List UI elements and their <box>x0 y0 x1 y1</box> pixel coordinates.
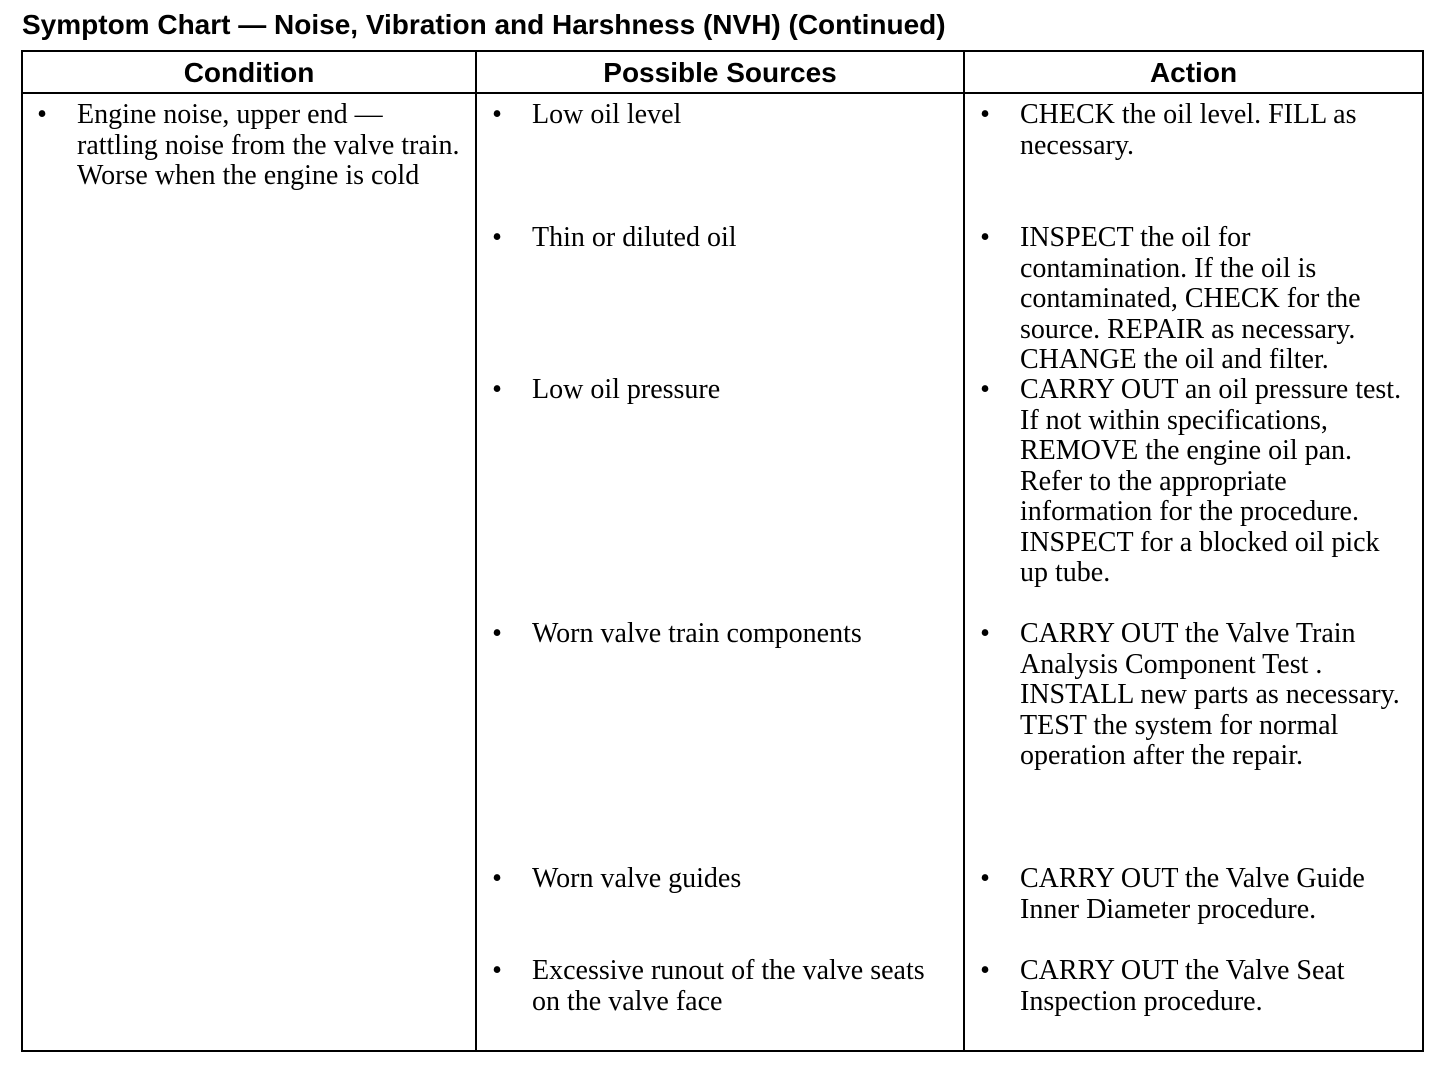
action-text: CARRY OUT the Valve Seat Inspection procedure. <box>1020 955 1345 1017</box>
bullet-icon: • <box>492 955 502 986</box>
action-column-header: Action <box>1149 57 1238 88</box>
condition-text: Engine noise, upper end — rattling noise from the valve train. Worse when the engine is cold <box>77 99 460 191</box>
bullet-icon: • <box>492 99 502 130</box>
action-text: CARRY OUT the Valve Train Analysis Component Test . INSTALL new parts as necessary. TEST the system for normal operation after the repair. <box>1020 618 1400 771</box>
bullet-icon: • <box>980 863 990 894</box>
action-text: CARRY OUT the Valve Guide Inner Diameter procedure. <box>1020 863 1365 925</box>
bullet-icon: • <box>492 222 502 253</box>
bullet-icon: • <box>980 222 990 253</box>
condition-column-header: Condition <box>183 57 315 88</box>
bullet-icon: • <box>980 374 990 405</box>
action-text: CHECK the oil level. FILL as necessary. <box>1020 99 1357 161</box>
source-text: Low oil level <box>532 99 682 130</box>
bullet-icon: • <box>492 374 502 405</box>
source-text: Low oil pressure <box>532 374 721 405</box>
source-text: Thin or diluted oil <box>532 222 737 253</box>
bullet-icon: • <box>492 618 502 649</box>
bullet-icon: • <box>980 955 990 986</box>
column-divider <box>963 52 965 1050</box>
symptom-chart-table <box>21 50 1424 1052</box>
possible-sources-column-header: Possible Sources <box>603 57 837 88</box>
bullet-icon: • <box>37 99 47 130</box>
action-text: INSPECT the oil for contamination. If the oil is contaminated, CHECK for the source. REPAIR as necessary. CHANGE the oil and filter. <box>1020 222 1361 375</box>
bullet-icon: • <box>980 618 990 649</box>
action-text: CARRY OUT an oil pressure test. If not within specifications, REMOVE the engine oil pan. Refer to the appropriate information for the procedure. INSPECT for a blocked oil pick up tube. <box>1020 374 1402 588</box>
bullet-icon: • <box>492 863 502 894</box>
header-divider <box>23 92 1422 94</box>
source-text: Worn valve train components <box>532 618 862 649</box>
bullet-icon: • <box>980 99 990 130</box>
source-text: Excessive runout of the valve seats on the valve face <box>532 955 925 1017</box>
source-text: Worn valve guides <box>532 863 742 894</box>
page-title: Symptom Chart — Noise, Vibration and Harshness (NVH) (Continued) <box>22 9 946 40</box>
column-divider <box>475 52 477 1050</box>
